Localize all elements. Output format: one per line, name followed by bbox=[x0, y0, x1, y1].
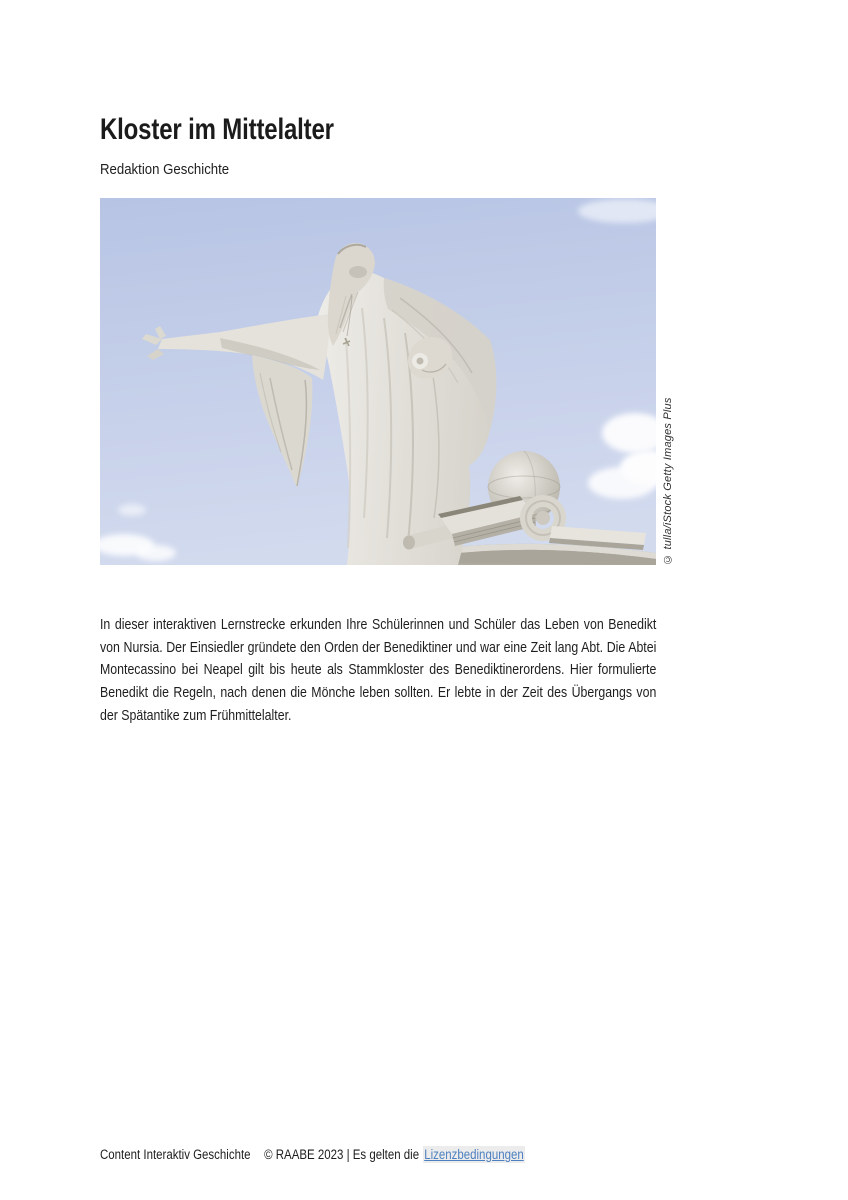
footer-copyright: © RAABE 2023 | Es gelten die bbox=[264, 1147, 420, 1162]
page-subtitle: Redaktion Geschichte bbox=[100, 161, 230, 178]
image-credit: © tulla/iStock Getty Images Plus bbox=[662, 397, 674, 565]
statue-photo bbox=[100, 198, 656, 565]
page-footer bbox=[100, 1146, 525, 1163]
license-link[interactable]: Lizenzbedingungen bbox=[424, 1147, 524, 1162]
body-paragraph: In dieser interaktiven Lernstrecke erkunden Ihre Schülerinnen und Schüler das Leben von Benedikt von Nursia. Der Einsiedler gründete den Orden der Benediktiner und war eine Zeit lang Abt. Die Abtei Montecassino bei Neapel gilt bis heute als Stammkloster des Benediktinerordens. Hier formulierte Benedikt die Regeln, nach denen die Mönche leben sollten. Er lebte in der Zeit des Übergangs von der Spätantike zum Frühmittelalter. bbox=[100, 616, 657, 724]
statue-illustration bbox=[100, 198, 656, 565]
footer-product-name: Content Interaktiv Geschichte bbox=[100, 1147, 251, 1162]
page-title: Kloster im Mittelalter bbox=[100, 113, 334, 147]
